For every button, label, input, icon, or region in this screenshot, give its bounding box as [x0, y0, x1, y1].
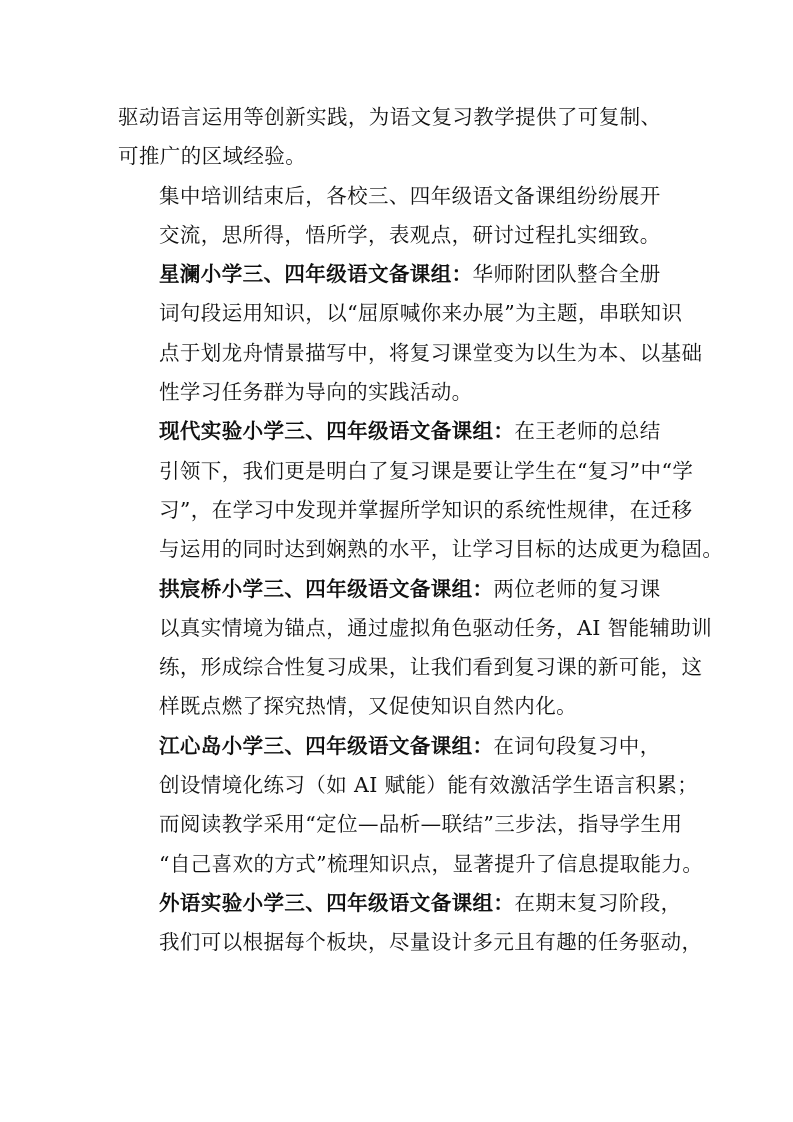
text-line: 而阅读教学采用“定位—品析—联结”三步法，指导学生用 — [159, 812, 683, 837]
text-line — [118, 570, 686, 609]
text-line: 练，形成综合性复习成果，让我们看到复习课的新可能，这 — [159, 655, 703, 680]
paragraph-intro-continued — [118, 98, 686, 177]
paragraph-xinglan — [118, 255, 703, 412]
paragraph-lead-bold: 外语实验小学三、四年级语文备课组： — [159, 890, 515, 915]
text-run: 华师附团队整合全册 — [472, 262, 661, 287]
paragraph-gongchenqiao — [118, 570, 713, 727]
text-line: 点于划龙舟情景描写中，将复习课堂变为以生为本、以基础 — [159, 340, 703, 365]
text-line — [118, 727, 686, 766]
text-line: 样既点燃了探究热情，又促使知识自然内化。 — [159, 694, 577, 719]
paragraph-lead-bold: 拱宸桥小学三、四年级语文备课组： — [159, 576, 494, 601]
text-run: 在期末复习阶段， — [514, 890, 682, 915]
text-line: 与运用的同时达到娴熟的水平，让学习目标的达成更为稳固。 — [159, 537, 724, 562]
text-line — [118, 412, 686, 451]
paragraph-xiandai — [118, 412, 724, 569]
paragraph-lead-bold: 现代实验小学三、四年级语文备课组： — [159, 419, 515, 444]
document-page — [118, 98, 724, 963]
paragraph-lead-bold: 星澜小学三、四年级语文备课组： — [159, 262, 473, 287]
paragraph-jiangxindao — [118, 727, 704, 884]
text-line: 习”，在学习中发现并掌握所学知识的系统性规律，在迁移 — [159, 497, 693, 522]
text-line: 引领下，我们更是明白了复习课是要让学生在“复习”中“学 — [159, 458, 694, 483]
text-line: 交流，思所得，悟所学，表观点，研讨过程扎实细致。 — [159, 222, 661, 247]
text-line: 我们可以根据每个板块，尽量设计多元且有趣的任务驱动， — [159, 930, 703, 955]
paragraph-lead-bold: 江心岛小学三、四年级语文备课组： — [159, 733, 494, 758]
text-line — [118, 884, 686, 923]
text-line: 创设情境化练习（如 AI 赋能）能有效激活学生语言积累； — [159, 773, 699, 798]
text-run: 在王老师的总结 — [514, 419, 661, 444]
text-line: 词句段运用知识，以“屈原喊你来办展”为主题，串联知识 — [159, 301, 683, 326]
text-run: 在词句段复习中， — [493, 733, 661, 758]
text-line: 驱动语言运用等创新实践，为语文复习教学提供了可复制、 — [118, 105, 662, 129]
text-line: 可推广的区域经验。 — [118, 144, 307, 169]
text-line: 集中培训结束后，各校三、四年级语文备课组纷纷展开 — [159, 183, 661, 208]
text-line — [118, 255, 686, 294]
paragraph-waiyu — [118, 884, 703, 963]
paragraph-training-summary — [118, 177, 686, 256]
text-run: 两位老师的复习课 — [493, 576, 661, 601]
text-line: “自己喜欢的方式”梳理知识点，显著提升了信息提取能力。 — [159, 851, 704, 876]
text-line: 以真实情境为锚点，通过虚拟角色驱动任务，AI 智能辅助训 — [159, 615, 713, 640]
text-line: 性学习任务群为导向的实践活动。 — [159, 380, 473, 405]
